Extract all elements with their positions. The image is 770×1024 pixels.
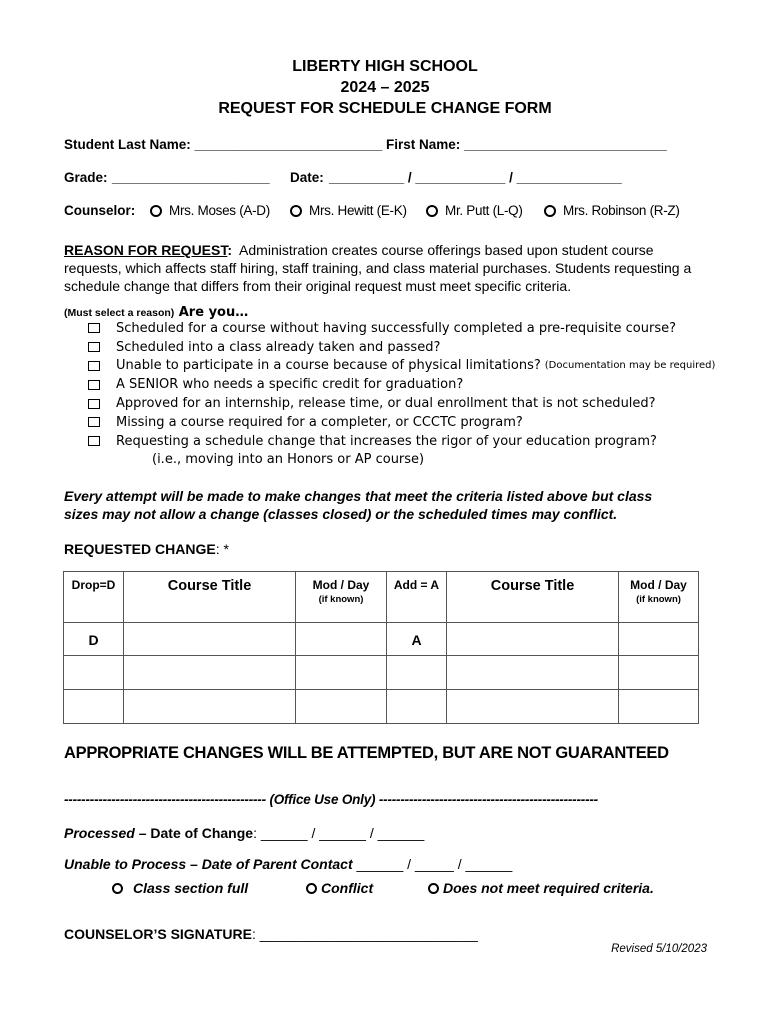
drop-mod-day-cell[interactable] bbox=[296, 656, 387, 690]
reason-option[interactable] bbox=[88, 319, 715, 338]
reason-option[interactable] bbox=[88, 375, 715, 394]
form-title: REQUEST FOR SCHEDULE CHANGE FORM bbox=[218, 100, 552, 117]
if-known-label: (if known) bbox=[636, 594, 681, 605]
reason-option[interactable] bbox=[88, 413, 715, 432]
parent-contact-date-field[interactable]: ______ / _____ / ______ bbox=[356, 856, 513, 872]
school-name: LIBERTY HIGH SCHOOL bbox=[292, 58, 478, 75]
guarantee-statement: APPROPRIATE CHANGES WILL BE ATTEMPTED, BUT ARE NOT GUARANTEED bbox=[64, 744, 669, 762]
revised-date: Revised 5/10/2023 bbox=[611, 943, 707, 955]
attempt-note-line1: Every attempt will be made to make changes that meet the criteria listed above but class bbox=[64, 488, 653, 504]
office-option-conflict[interactable] bbox=[306, 880, 373, 897]
reason-option-label: A SENIOR who needs a specific credit for graduation? bbox=[116, 377, 464, 393]
attempt-note-line2: sizes may not allow a change (classes closed) or the scheduled times may conflict. bbox=[64, 506, 618, 522]
radio-icon[interactable] bbox=[544, 205, 556, 217]
drop-mod-day-cell[interactable] bbox=[296, 690, 387, 724]
checkbox-icon[interactable] bbox=[88, 399, 100, 409]
counselor-label: Counselor: bbox=[64, 203, 136, 218]
reason-option-label: Missing a course required for a completer, or CCCTC program? bbox=[116, 414, 523, 430]
requested-change-table bbox=[63, 571, 699, 724]
checkbox-icon[interactable] bbox=[88, 380, 100, 390]
radio-icon[interactable] bbox=[426, 205, 438, 217]
checkbox-icon[interactable] bbox=[88, 361, 100, 371]
requested-change-heading bbox=[64, 541, 229, 557]
drop-course-cell[interactable] bbox=[124, 623, 296, 656]
unable-label: Unable to Process – Date of Parent Contact bbox=[64, 856, 353, 872]
processed-date-field[interactable]: : ______ / ______ / ______ bbox=[253, 825, 425, 841]
counselor-option-robinson[interactable] bbox=[544, 203, 680, 218]
processed-line bbox=[64, 825, 424, 841]
processed-label: Processed bbox=[64, 825, 135, 841]
add-course-cell[interactable] bbox=[447, 623, 619, 656]
reason-checklist bbox=[88, 319, 715, 469]
reason-colon: : bbox=[227, 242, 233, 258]
office-option-label: Conflict bbox=[321, 880, 374, 896]
drop-mod-day-cell[interactable] bbox=[296, 623, 387, 656]
reason-paragraph bbox=[64, 241, 714, 295]
last-name-field[interactable]: _________________________ bbox=[194, 137, 383, 152]
counselor-option-label: Mrs. Hewitt (E-K) bbox=[309, 203, 407, 218]
must-select-label: (Must select a reason) bbox=[64, 307, 175, 319]
drop-cell[interactable] bbox=[64, 690, 124, 724]
first-name-label: First Name: bbox=[386, 137, 461, 152]
signature-line bbox=[64, 926, 478, 942]
drop-mod-day-header bbox=[296, 572, 387, 623]
reason-text: Administration creates course offerings based upon student course requests, which affects staff hiring, staff training, and class material purchases. Students requesting a schedule change that differs from their original request must meet specific criteria. bbox=[64, 242, 692, 294]
requested-change-label: REQUESTED CHANGE bbox=[64, 541, 216, 557]
reason-option-label: Requesting a schedule change that increases the rigor of your education program? bbox=[116, 433, 657, 449]
add-mod-day-cell[interactable] bbox=[619, 690, 699, 724]
radio-icon[interactable] bbox=[428, 883, 439, 894]
radio-icon[interactable] bbox=[150, 205, 162, 217]
checkbox-icon[interactable] bbox=[88, 323, 100, 333]
counselor-option-label: Mr. Putt (L-Q) bbox=[445, 203, 523, 218]
name-line bbox=[64, 137, 667, 152]
counselor-option-putt[interactable] bbox=[426, 203, 523, 218]
counselor-option-label: Mrs. Moses (A-D) bbox=[169, 203, 270, 218]
grade-field[interactable]: _____________________ bbox=[112, 170, 270, 185]
counselor-option-hewitt[interactable] bbox=[290, 203, 407, 218]
grade-label: Grade: bbox=[64, 170, 108, 185]
if-known-label: (if known) bbox=[318, 594, 364, 605]
mod-day-label: Mod / Day bbox=[312, 578, 370, 592]
office-option-class-full[interactable] bbox=[112, 880, 248, 897]
reason-option[interactable] bbox=[88, 394, 715, 413]
office-option-criteria[interactable] bbox=[428, 880, 654, 897]
reason-option-label: Unable to participate in a course because of physical limitations? bbox=[116, 358, 541, 374]
checkbox-icon[interactable] bbox=[88, 436, 100, 446]
drop-course-cell[interactable] bbox=[124, 690, 296, 724]
add-mod-day-cell[interactable] bbox=[619, 656, 699, 690]
reason-option-label: Scheduled for a course without having successfully completed a pre-requisite course? bbox=[116, 320, 677, 336]
radio-icon[interactable] bbox=[306, 883, 317, 894]
checkbox-icon[interactable] bbox=[88, 417, 100, 427]
table-row bbox=[64, 690, 699, 724]
signature-label: COUNSELOR’S SIGNATURE bbox=[64, 926, 252, 942]
rigor-note-row bbox=[88, 451, 715, 470]
reason-heading: REASON FOR REQUEST bbox=[64, 242, 228, 258]
signature-field[interactable]: : ____________________________ bbox=[251, 926, 478, 942]
reason-option[interactable] bbox=[88, 432, 715, 451]
school-year: 2024 – 2025 bbox=[340, 79, 430, 96]
table-row bbox=[64, 623, 699, 656]
reason-option-label: Approved for an internship, release time, or dual enrollment that is not scheduled? bbox=[116, 396, 656, 412]
counselor-option-moses[interactable] bbox=[150, 203, 270, 218]
reason-option[interactable] bbox=[88, 357, 715, 376]
table-header-row bbox=[64, 572, 699, 623]
office-option-label: Does not meet required criteria. bbox=[443, 880, 654, 896]
radio-icon[interactable] bbox=[112, 883, 123, 894]
processed-rest: – Date of Change bbox=[138, 825, 254, 841]
reason-option[interactable] bbox=[88, 338, 715, 357]
date-field[interactable]: __________ / ____________ / ______________ bbox=[329, 170, 622, 185]
add-course-cell[interactable] bbox=[447, 656, 619, 690]
reason-option-label: Scheduled into a class already taken and passed? bbox=[116, 339, 441, 355]
are-you-label: Are you… bbox=[178, 305, 249, 320]
office-use-divider: ----------------------------------------------- (Office Use Only) --------------------------------------------------- bbox=[64, 792, 598, 807]
add-cell[interactable] bbox=[387, 656, 447, 690]
drop-course-cell[interactable] bbox=[124, 656, 296, 690]
last-name-label: Student Last Name: bbox=[64, 137, 191, 152]
radio-icon[interactable] bbox=[290, 205, 302, 217]
add-cell: A bbox=[387, 623, 447, 656]
drop-header: Drop=D bbox=[64, 572, 124, 623]
add-cell[interactable] bbox=[387, 690, 447, 724]
office-option-label: Class section full bbox=[133, 880, 249, 896]
add-course-title-header: Course Title bbox=[447, 572, 619, 623]
counselor-option-label: Mrs. Robinson (R-Z) bbox=[563, 203, 680, 218]
date-label: Date: bbox=[290, 170, 324, 185]
checkbox-icon[interactable] bbox=[88, 342, 100, 352]
add-mod-day-header bbox=[619, 572, 699, 623]
drop-course-title-header: Course Title bbox=[124, 572, 296, 623]
unable-line bbox=[64, 856, 512, 872]
first-name-field[interactable]: ___________________________ bbox=[464, 137, 667, 152]
add-course-cell[interactable] bbox=[447, 690, 619, 724]
requested-change-suffix: : * bbox=[215, 541, 229, 557]
mod-day-label: Mod / Day bbox=[630, 578, 687, 592]
documentation-note: (Documentation may be required) bbox=[544, 360, 716, 372]
drop-cell: D bbox=[64, 623, 124, 656]
drop-cell[interactable] bbox=[64, 656, 124, 690]
add-header: Add = A bbox=[387, 572, 447, 623]
rigor-note: (i.e., moving into an Honors or AP course) bbox=[152, 452, 425, 468]
table-row bbox=[64, 656, 699, 690]
add-mod-day-cell[interactable] bbox=[619, 623, 699, 656]
